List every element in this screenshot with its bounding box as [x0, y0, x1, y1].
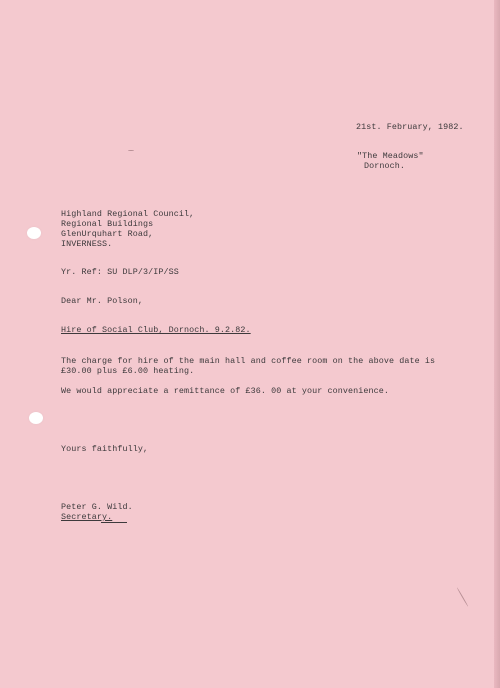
punch-hole-top: [27, 227, 41, 239]
letter-date: 21st. February, 1982.: [356, 122, 464, 132]
punch-hole-bottom: [29, 412, 43, 424]
salutation: Dear Mr. Polson,: [61, 296, 144, 306]
paper-mark: [128, 150, 134, 151]
recipient-line-3: GlenUrquhart Road,: [61, 229, 154, 239]
sender-address-line-1: "The Meadows": [357, 151, 424, 161]
title-underline: [101, 522, 127, 523]
signatory-title: Secretary.: [61, 512, 113, 522]
body-line-3: We would appreciate a remittance of £36. 00 at your convenience.: [61, 386, 390, 396]
subject-line: Hire of Social Club, Dornoch. 9.2.82.: [61, 325, 251, 335]
recipient-line-4: INVERNESS.: [61, 239, 113, 249]
paper-crease: [457, 587, 469, 607]
sender-address-line-2: Dornoch.: [364, 161, 406, 171]
signatory-name: Peter G. Wild.: [61, 502, 133, 512]
recipient-line-2: Regional Buildings: [61, 219, 154, 229]
reference-line: Yr. Ref: SU DLP/3/IP/SS: [61, 267, 179, 277]
body-line-2: £30.00 plus £6.00 heating.: [61, 366, 195, 376]
page-edge: [494, 0, 500, 688]
recipient-line-1: Highland Regional Council,: [61, 209, 195, 219]
body-line-1: The charge for hire of the main hall and coffee room on the above date is: [61, 356, 436, 366]
closing: Yours faithfully,: [61, 444, 149, 454]
